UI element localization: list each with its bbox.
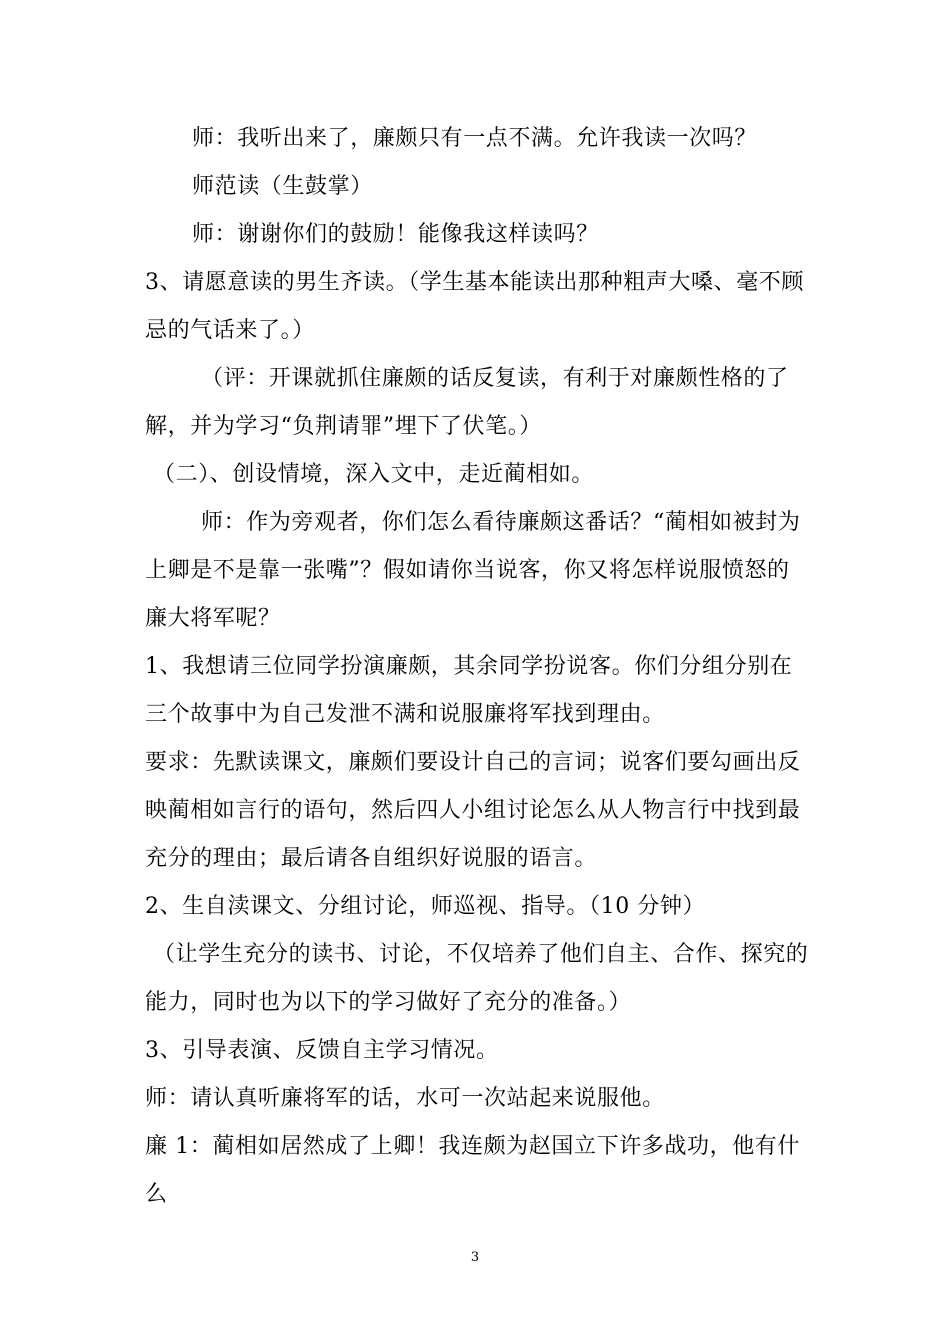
- paragraph-teacher-comment: 师：我听出来了，廉颇只有一点不满。允许我读一次吗？: [192, 126, 758, 151]
- paragraph-lian-1: 廉 1：蔺相如居然成了上卿！我连颇为赵国立下许多战功，他有什么: [145, 1134, 800, 1207]
- paragraph-step-3-boys-read: 3、请愿意读的男生齐读。（学生基本能读出那种粗声大嗓、毫不顾忌的气话来了。）: [145, 270, 804, 343]
- paragraph-step-3-perform: 3、引导表演、反馈自主学习情况。: [145, 1038, 499, 1063]
- paragraph-evaluation-note: （评：开课就抓住廉颇的话反复读，有利于对廉颇性格的了解，并为学习“负荆请罪”埋下了伏笔。）: [145, 366, 789, 439]
- paragraph-teacher-listen: 师：请认真听廉将军的话，水可一次站起来说服他。: [145, 1086, 665, 1111]
- paragraph-requirements: 要求：先默读课文，廉颇们要设计自己的言词；说客们要勾画出反映蔺相如言行的语句，然后四人小组讨论怎么从人物言行中找到最充分的理由；最后请各自组织好说服的语言。: [145, 750, 801, 871]
- paragraph-teacher-thanks: 师：谢谢你们的鼓励！能像我这样读吗？: [192, 222, 599, 247]
- paragraph-teacher-question: 师：作为旁观者，你们怎么看待廉颇这番话？“蔺相如被封为上卿是不是靠一张嘴”？假如请你当说客，你又将怎样说服愤怒的廉大将军呢？: [145, 510, 801, 631]
- paragraph-step-1-roles: 1、我想请三位同学扮演廉颇，其余同学扮说客。你们分组分别在三个故事中为自己发泄不满和说服廉将军找到理由。: [145, 654, 793, 727]
- page-number: 3: [470, 1250, 480, 1265]
- paragraph-discussion-note: （让学生充分的读书、讨论，不仅培养了他们自主、合作、探究的能力，同时也为以下的学习做好了充分的准备。）: [145, 942, 809, 1015]
- section-heading-two: （二）、创设情境，深入文中，走近蔺相如。: [153, 462, 595, 487]
- paragraph-step-2-discussion: 2、生自渎课文、分组讨论，师巡视、指导。（10 分钟）: [145, 894, 706, 919]
- document-body: [145, 115, 810, 1219]
- paragraph-teacher-model-reading: 师范读（生鼓掌）: [192, 174, 373, 199]
